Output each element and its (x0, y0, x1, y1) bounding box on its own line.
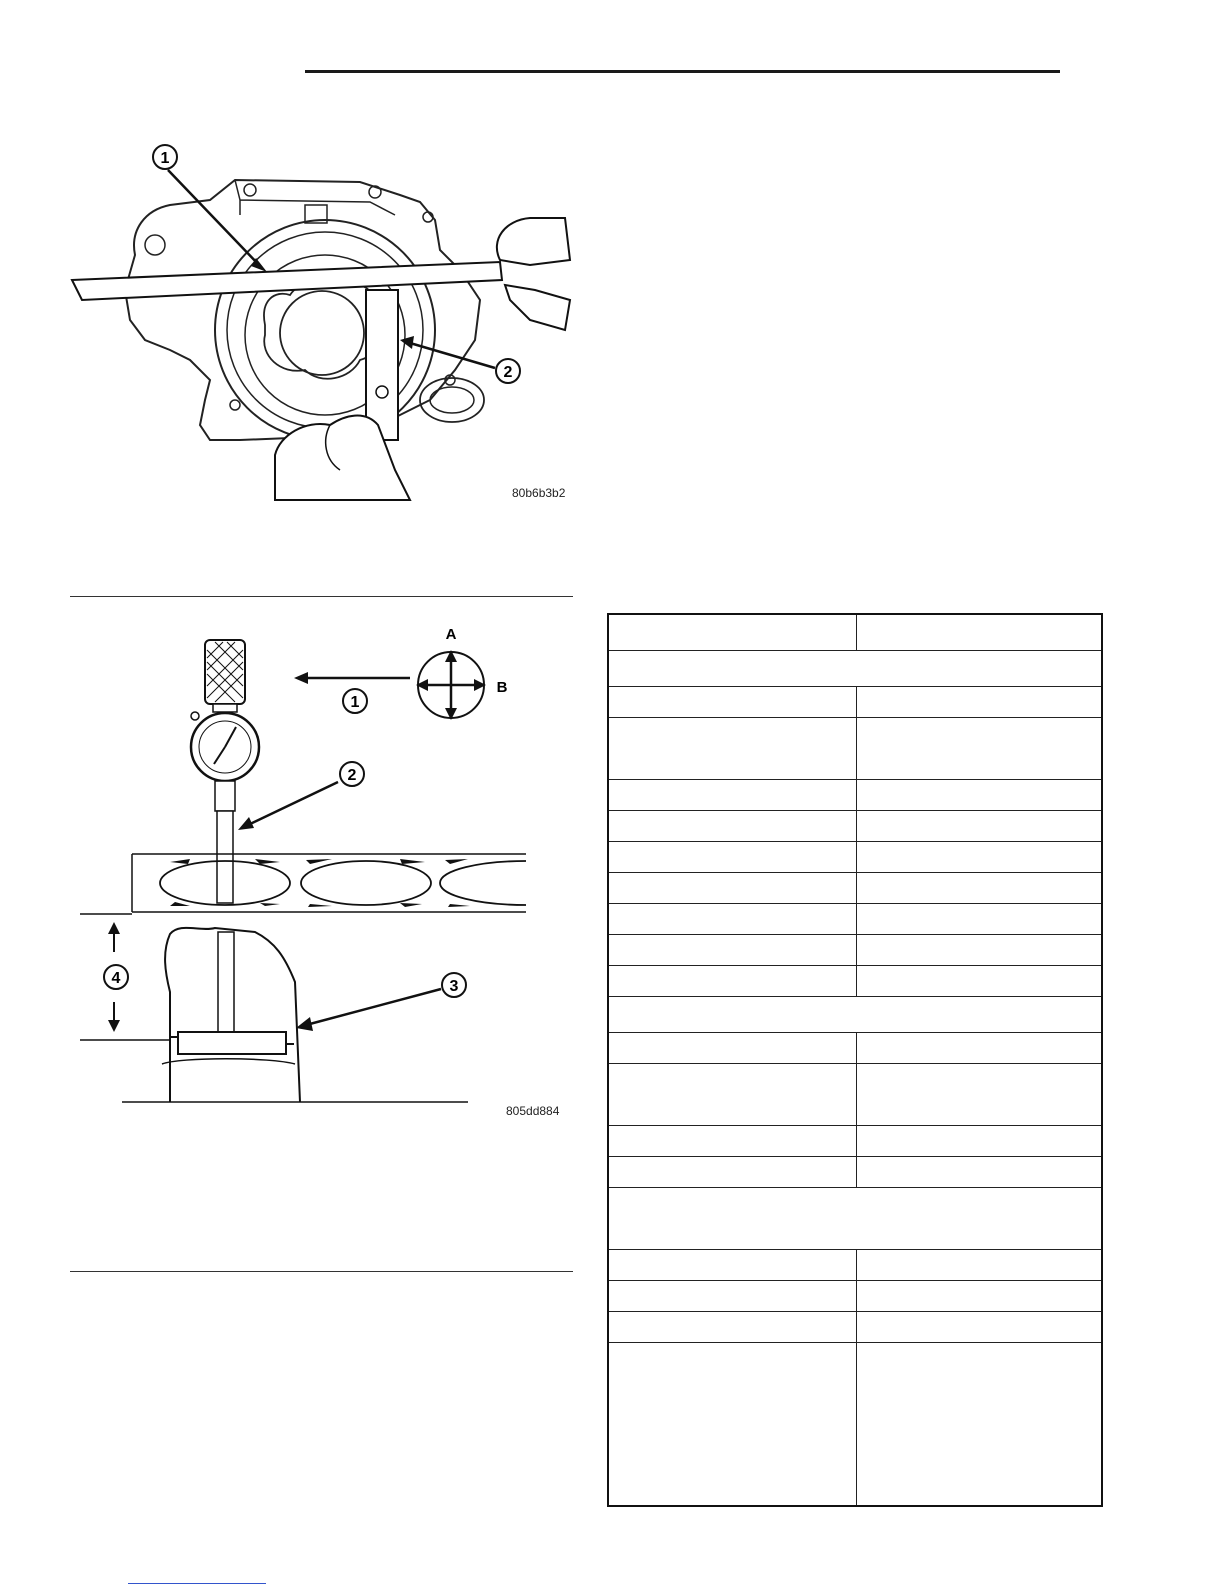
table-row (608, 1312, 1102, 1343)
table-row (608, 935, 1102, 966)
callout-1-label: 1 (160, 150, 170, 167)
callout-4-label: 4 (111, 970, 121, 987)
table-row (608, 966, 1102, 997)
specification-table (607, 613, 1103, 1507)
cylinder-bore-gauge-figure (70, 612, 570, 1132)
callout-1-label: 1 (350, 694, 360, 711)
header-rule (305, 70, 1060, 73)
table-row (608, 780, 1102, 811)
table-row (608, 1126, 1102, 1157)
table-row (608, 842, 1102, 873)
table-row (608, 1064, 1102, 1126)
table-header-row (608, 614, 1102, 651)
table-row (608, 1281, 1102, 1312)
callout-3-label: 3 (449, 978, 459, 995)
figure-code: 80b6b3b2 (512, 486, 566, 500)
table-section-row (608, 651, 1102, 687)
table-row (608, 1250, 1102, 1281)
callout-2-label: 2 (347, 767, 357, 784)
direction-label-b: B (496, 679, 508, 696)
callout-2-label: 2 (503, 364, 513, 381)
oil-pump-clearance-figure (60, 140, 590, 510)
table-section-row (608, 1188, 1102, 1250)
figure-separator (70, 1271, 573, 1272)
table-section-row (608, 997, 1102, 1033)
table-row (608, 1033, 1102, 1064)
table-row (608, 1343, 1102, 1507)
table-row (608, 687, 1102, 718)
direction-label-a: A (445, 626, 457, 643)
table-row (608, 811, 1102, 842)
figure-separator (70, 596, 573, 597)
figure-code: 805dd884 (506, 1104, 560, 1118)
table-row (608, 1157, 1102, 1188)
table-row (608, 718, 1102, 780)
table-row (608, 873, 1102, 904)
table-row (608, 904, 1102, 935)
